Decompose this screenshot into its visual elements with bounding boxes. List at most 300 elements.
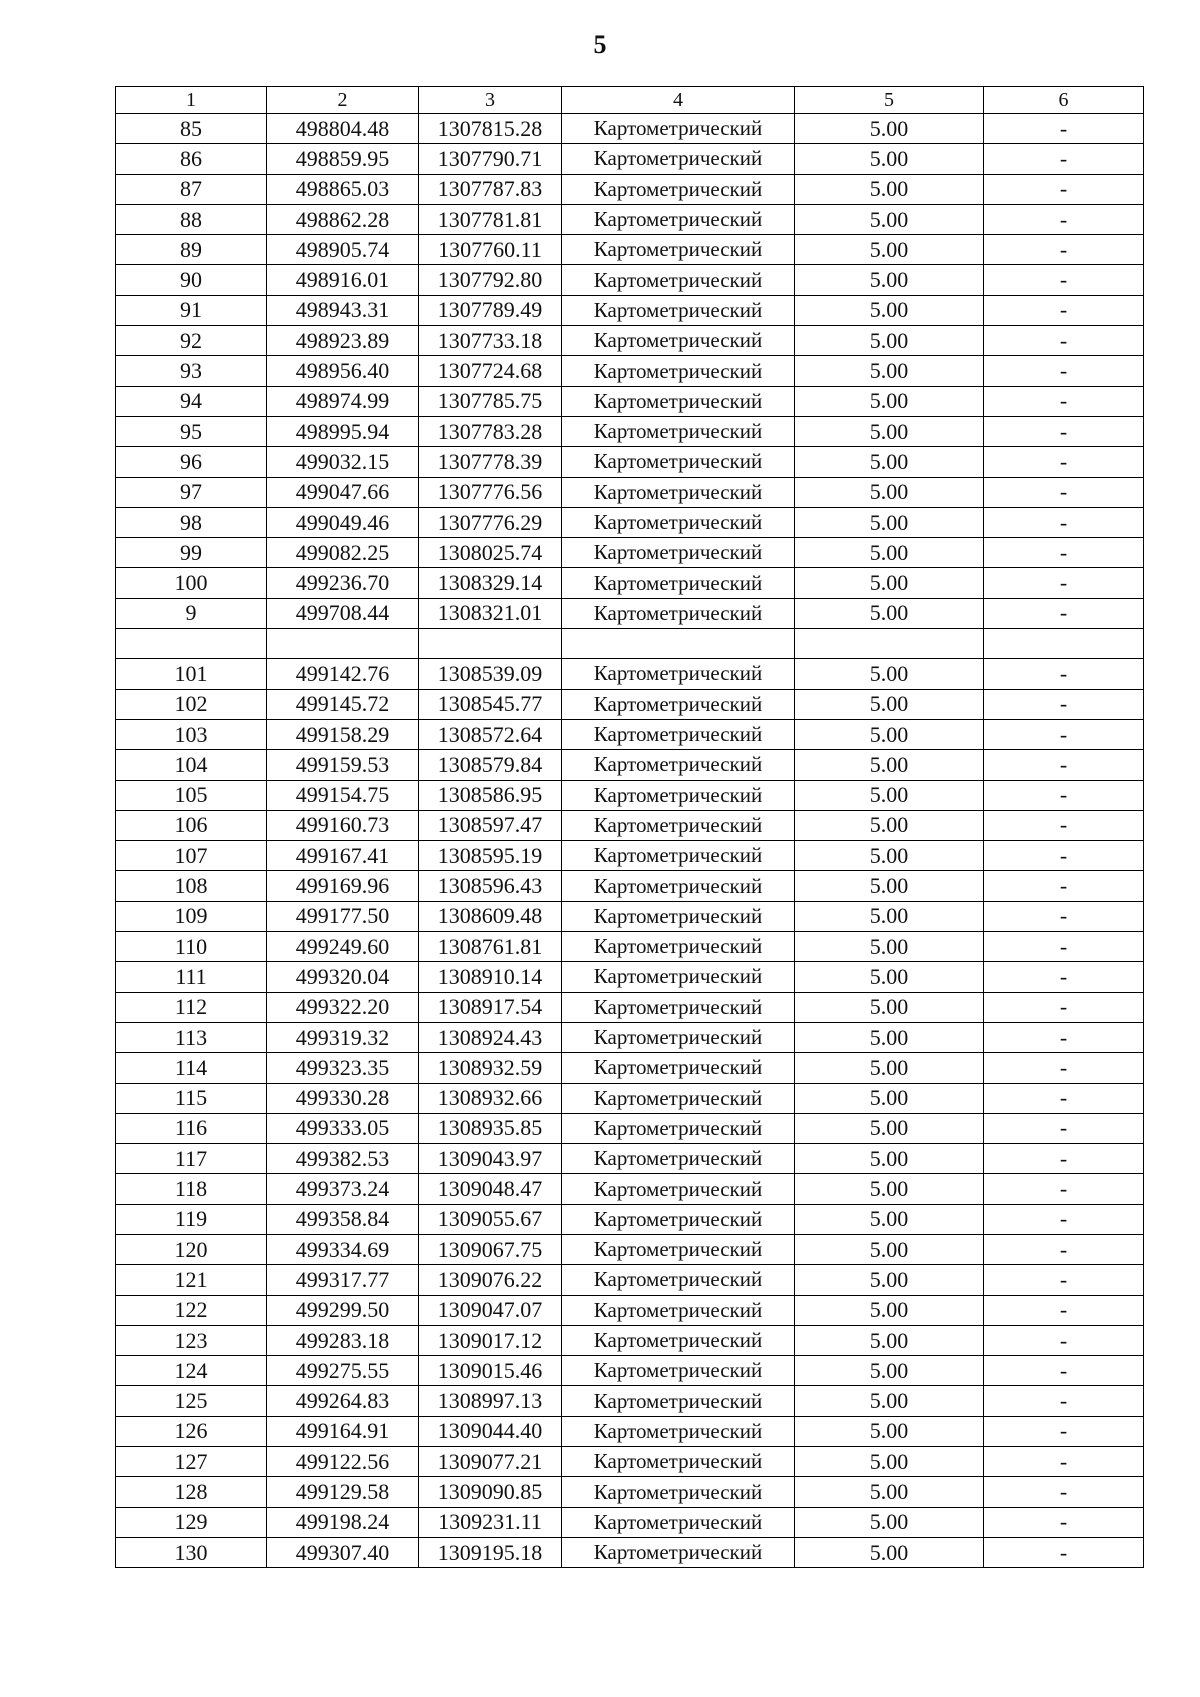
point-number-cell: 122 xyxy=(116,1295,267,1325)
y-coordinate-cell: 1307783.28 xyxy=(419,416,562,446)
y-coordinate-cell: 1309044.40 xyxy=(419,1416,562,1446)
point-number-cell: 109 xyxy=(116,901,267,931)
y-coordinate-cell: 1308997.13 xyxy=(419,1386,562,1416)
x-coordinate-cell: 499164.91 xyxy=(267,1416,419,1446)
x-coordinate-cell: 499167.41 xyxy=(267,841,419,871)
y-coordinate-cell: 1308321.01 xyxy=(419,598,562,628)
description-cell: - xyxy=(984,356,1144,386)
method-cell: Картометрический xyxy=(562,659,795,689)
table-row xyxy=(116,1265,1144,1295)
accuracy-cell: 5.00 xyxy=(795,932,984,962)
description-cell: - xyxy=(984,962,1144,992)
table-row xyxy=(116,1325,1144,1355)
description-cell: - xyxy=(984,598,1144,628)
point-number-cell: 113 xyxy=(116,1022,267,1052)
table-row xyxy=(116,1386,1144,1416)
method-cell: Картометрический xyxy=(562,750,795,780)
point-number-cell: 118 xyxy=(116,1174,267,1204)
accuracy-cell: 5.00 xyxy=(795,1416,984,1446)
method-cell: Картометрический xyxy=(562,1447,795,1477)
table-row xyxy=(116,356,1144,386)
method-cell: Картометрический xyxy=(562,689,795,719)
x-coordinate-cell: 499320.04 xyxy=(267,962,419,992)
y-coordinate-cell: 1308761.81 xyxy=(419,932,562,962)
table-row xyxy=(116,265,1144,295)
y-coordinate-cell: 1309231.11 xyxy=(419,1507,562,1537)
x-coordinate-cell: 499198.24 xyxy=(267,1507,419,1537)
method-cell: Картометрический xyxy=(562,1477,795,1507)
y-coordinate-cell: 1308545.77 xyxy=(419,689,562,719)
point-number-cell: 97 xyxy=(116,477,267,507)
x-coordinate-cell: 499275.55 xyxy=(267,1356,419,1386)
accuracy-cell: 5.00 xyxy=(795,962,984,992)
accuracy-cell: 5.00 xyxy=(795,689,984,719)
x-coordinate-cell: 498995.94 xyxy=(267,416,419,446)
method-cell: Картометрический xyxy=(562,568,795,598)
y-coordinate-cell: 1308935.85 xyxy=(419,1113,562,1143)
accuracy-cell: 5.00 xyxy=(795,1265,984,1295)
x-coordinate-cell: 499032.15 xyxy=(267,447,419,477)
accuracy-cell: 5.00 xyxy=(795,477,984,507)
description-cell: - xyxy=(984,295,1144,325)
accuracy-cell: 5.00 xyxy=(795,416,984,446)
x-coordinate-cell: 498956.40 xyxy=(267,356,419,386)
method-cell: Картометрический xyxy=(562,144,795,174)
accuracy-cell: 5.00 xyxy=(795,386,984,416)
method-cell xyxy=(562,629,795,659)
point-number-cell xyxy=(116,629,267,659)
description-cell: - xyxy=(984,871,1144,901)
x-coordinate-cell: 499358.84 xyxy=(267,1204,419,1234)
x-coordinate-cell: 499708.44 xyxy=(267,598,419,628)
y-coordinate-cell: 1308609.48 xyxy=(419,901,562,931)
x-coordinate-cell: 499142.76 xyxy=(267,659,419,689)
y-coordinate-cell: 1307776.56 xyxy=(419,477,562,507)
x-coordinate-cell: 499307.40 xyxy=(267,1537,419,1567)
point-number-cell: 123 xyxy=(116,1325,267,1355)
description-cell: - xyxy=(984,932,1144,962)
y-coordinate-cell: 1309077.21 xyxy=(419,1447,562,1477)
x-coordinate-cell: 498862.28 xyxy=(267,204,419,234)
point-number-cell: 90 xyxy=(116,265,267,295)
x-coordinate-cell: 499158.29 xyxy=(267,719,419,749)
point-number-cell: 85 xyxy=(116,114,267,144)
point-number-cell: 128 xyxy=(116,1477,267,1507)
method-cell: Картометрический xyxy=(562,1356,795,1386)
method-cell: Картометрический xyxy=(562,780,795,810)
method-cell: Картометрический xyxy=(562,1022,795,1052)
table-row xyxy=(116,750,1144,780)
column-header-4: 4 xyxy=(562,87,795,114)
description-cell: - xyxy=(984,810,1144,840)
accuracy-cell: 5.00 xyxy=(795,1113,984,1143)
method-cell: Картометрический xyxy=(562,538,795,568)
point-number-cell: 114 xyxy=(116,1053,267,1083)
table-row xyxy=(116,1477,1144,1507)
description-cell: - xyxy=(984,416,1144,446)
point-number-cell: 124 xyxy=(116,1356,267,1386)
x-coordinate-cell: 499177.50 xyxy=(267,901,419,931)
table-row xyxy=(116,568,1144,598)
table-row xyxy=(116,598,1144,628)
x-coordinate-cell: 499317.77 xyxy=(267,1265,419,1295)
table-row xyxy=(116,992,1144,1022)
accuracy-cell: 5.00 xyxy=(795,810,984,840)
description-cell: - xyxy=(984,477,1144,507)
description-cell: - xyxy=(984,1053,1144,1083)
method-cell: Картометрический xyxy=(562,1144,795,1174)
description-cell: - xyxy=(984,1083,1144,1113)
accuracy-cell: 5.00 xyxy=(795,1477,984,1507)
y-coordinate-cell: 1308595.19 xyxy=(419,841,562,871)
table-row xyxy=(116,295,1144,325)
y-coordinate-cell: 1309017.12 xyxy=(419,1325,562,1355)
point-number-cell: 102 xyxy=(116,689,267,719)
accuracy-cell: 5.00 xyxy=(795,295,984,325)
table-row xyxy=(116,780,1144,810)
y-coordinate-cell: 1308932.66 xyxy=(419,1083,562,1113)
y-coordinate-cell: 1308025.74 xyxy=(419,538,562,568)
table-row xyxy=(116,719,1144,749)
accuracy-cell: 5.00 xyxy=(795,568,984,598)
y-coordinate-cell: 1308917.54 xyxy=(419,992,562,1022)
description-cell: - xyxy=(984,1022,1144,1052)
point-number-cell: 125 xyxy=(116,1386,267,1416)
method-cell: Картометрический xyxy=(562,356,795,386)
table-row xyxy=(116,1022,1144,1052)
x-coordinate-cell: 499249.60 xyxy=(267,932,419,962)
method-cell: Картометрический xyxy=(562,1234,795,1264)
accuracy-cell: 5.00 xyxy=(795,507,984,537)
method-cell: Картометрический xyxy=(562,1174,795,1204)
method-cell: Картометрический xyxy=(562,1265,795,1295)
accuracy-cell: 5.00 xyxy=(795,144,984,174)
point-number-cell: 91 xyxy=(116,295,267,325)
description-cell: - xyxy=(984,901,1144,931)
description-cell: - xyxy=(984,1447,1144,1477)
y-coordinate-cell: 1307781.81 xyxy=(419,204,562,234)
accuracy-cell: 5.00 xyxy=(795,326,984,356)
point-number-cell: 116 xyxy=(116,1113,267,1143)
description-cell: - xyxy=(984,265,1144,295)
table-row xyxy=(116,477,1144,507)
method-cell: Картометрический xyxy=(562,507,795,537)
x-coordinate-cell: 499373.24 xyxy=(267,1174,419,1204)
point-number-cell: 86 xyxy=(116,144,267,174)
table-row xyxy=(116,174,1144,204)
x-coordinate-cell: 499299.50 xyxy=(267,1295,419,1325)
description-cell: - xyxy=(984,1477,1144,1507)
y-coordinate-cell: 1307815.28 xyxy=(419,114,562,144)
method-cell: Картометрический xyxy=(562,1295,795,1325)
description-cell: - xyxy=(984,447,1144,477)
y-coordinate-cell: 1308910.14 xyxy=(419,962,562,992)
method-cell: Картометрический xyxy=(562,204,795,234)
column-header-3: 3 xyxy=(419,87,562,114)
y-coordinate-cell: 1307787.83 xyxy=(419,174,562,204)
description-cell: - xyxy=(984,689,1144,719)
table-body xyxy=(116,114,1144,1568)
x-coordinate-cell: 499047.66 xyxy=(267,477,419,507)
accuracy-cell: 5.00 xyxy=(795,992,984,1022)
accuracy-cell: 5.00 xyxy=(795,204,984,234)
accuracy-cell: 5.00 xyxy=(795,114,984,144)
description-cell: - xyxy=(984,719,1144,749)
table-row xyxy=(116,1113,1144,1143)
table-row xyxy=(116,810,1144,840)
x-coordinate-cell: 499333.05 xyxy=(267,1113,419,1143)
point-number-cell: 121 xyxy=(116,1265,267,1295)
y-coordinate-cell: 1308572.64 xyxy=(419,719,562,749)
description-cell: - xyxy=(984,659,1144,689)
table-row xyxy=(116,447,1144,477)
accuracy-cell: 5.00 xyxy=(795,1083,984,1113)
method-cell: Картометрический xyxy=(562,416,795,446)
y-coordinate-cell: 1307776.29 xyxy=(419,507,562,537)
y-coordinate-cell: 1309195.18 xyxy=(419,1537,562,1567)
method-cell: Картометрический xyxy=(562,1537,795,1567)
accuracy-cell: 5.00 xyxy=(795,235,984,265)
description-cell: - xyxy=(984,144,1144,174)
description-cell: - xyxy=(984,1265,1144,1295)
table-row xyxy=(116,962,1144,992)
y-coordinate-cell: 1308539.09 xyxy=(419,659,562,689)
table-row xyxy=(116,1083,1144,1113)
description-cell: - xyxy=(984,1537,1144,1567)
point-number-cell: 89 xyxy=(116,235,267,265)
x-coordinate-cell: 498943.31 xyxy=(267,295,419,325)
description-cell: - xyxy=(984,1295,1144,1325)
description-cell: - xyxy=(984,1234,1144,1264)
method-cell: Картометрический xyxy=(562,841,795,871)
method-cell: Картометрический xyxy=(562,235,795,265)
point-number-cell: 98 xyxy=(116,507,267,537)
accuracy-cell: 5.00 xyxy=(795,1053,984,1083)
description-cell: - xyxy=(984,386,1144,416)
x-coordinate-cell: 498905.74 xyxy=(267,235,419,265)
accuracy-cell: 5.00 xyxy=(795,1386,984,1416)
description-cell: - xyxy=(984,174,1144,204)
y-coordinate-cell: 1307724.68 xyxy=(419,356,562,386)
method-cell: Картометрический xyxy=(562,447,795,477)
point-number-cell: 120 xyxy=(116,1234,267,1264)
accuracy-cell: 5.00 xyxy=(795,447,984,477)
x-coordinate-cell: 498804.48 xyxy=(267,114,419,144)
method-cell: Картометрический xyxy=(562,326,795,356)
y-coordinate-cell: 1309047.07 xyxy=(419,1295,562,1325)
y-coordinate-cell: 1309043.97 xyxy=(419,1144,562,1174)
accuracy-cell: 5.00 xyxy=(795,841,984,871)
description-cell: - xyxy=(984,538,1144,568)
description-cell xyxy=(984,629,1144,659)
y-coordinate-cell: 1307790.71 xyxy=(419,144,562,174)
point-number-cell: 87 xyxy=(116,174,267,204)
accuracy-cell: 5.00 xyxy=(795,1295,984,1325)
accuracy-cell: 5.00 xyxy=(795,1204,984,1234)
description-cell: - xyxy=(984,235,1144,265)
accuracy-cell xyxy=(795,629,984,659)
accuracy-cell: 5.00 xyxy=(795,1144,984,1174)
table-row xyxy=(116,1537,1144,1567)
column-header-5: 5 xyxy=(795,87,984,114)
table-row xyxy=(116,204,1144,234)
point-number-cell: 127 xyxy=(116,1447,267,1477)
method-cell: Картометрический xyxy=(562,477,795,507)
x-coordinate-cell: 498916.01 xyxy=(267,265,419,295)
y-coordinate-cell: 1308579.84 xyxy=(419,750,562,780)
y-coordinate-cell: 1309015.46 xyxy=(419,1356,562,1386)
table-row xyxy=(116,114,1144,144)
method-cell: Картометрический xyxy=(562,386,795,416)
method-cell: Картометрический xyxy=(562,1386,795,1416)
table-row xyxy=(116,1144,1144,1174)
point-number-cell: 95 xyxy=(116,416,267,446)
table-row xyxy=(116,326,1144,356)
description-cell: - xyxy=(984,568,1144,598)
point-number-cell: 100 xyxy=(116,568,267,598)
description-cell: - xyxy=(984,750,1144,780)
x-coordinate-cell: 499330.28 xyxy=(267,1083,419,1113)
y-coordinate-cell: 1307785.75 xyxy=(419,386,562,416)
point-number-cell: 88 xyxy=(116,204,267,234)
method-cell: Картометрический xyxy=(562,992,795,1022)
point-number-cell: 119 xyxy=(116,1204,267,1234)
accuracy-cell: 5.00 xyxy=(795,719,984,749)
point-number-cell: 107 xyxy=(116,841,267,871)
x-coordinate-cell: 499382.53 xyxy=(267,1144,419,1174)
table-row xyxy=(116,689,1144,719)
point-number-cell: 96 xyxy=(116,447,267,477)
accuracy-cell: 5.00 xyxy=(795,174,984,204)
accuracy-cell: 5.00 xyxy=(795,1022,984,1052)
point-number-cell: 104 xyxy=(116,750,267,780)
accuracy-cell: 5.00 xyxy=(795,780,984,810)
y-coordinate-cell: 1307760.11 xyxy=(419,235,562,265)
table-row xyxy=(116,538,1144,568)
point-number-cell: 106 xyxy=(116,810,267,840)
x-coordinate-cell: 499236.70 xyxy=(267,568,419,598)
method-cell: Картометрический xyxy=(562,1053,795,1083)
table-row xyxy=(116,1416,1144,1446)
accuracy-cell: 5.00 xyxy=(795,1325,984,1355)
point-number-cell: 112 xyxy=(116,992,267,1022)
point-number-cell: 99 xyxy=(116,538,267,568)
x-coordinate-cell: 499319.32 xyxy=(267,1022,419,1052)
x-coordinate-cell: 499283.18 xyxy=(267,1325,419,1355)
table-row xyxy=(116,932,1144,962)
accuracy-cell: 5.00 xyxy=(795,265,984,295)
point-number-cell: 111 xyxy=(116,962,267,992)
page-number: 5 xyxy=(593,30,607,59)
x-coordinate-cell: 499122.56 xyxy=(267,1447,419,1477)
accuracy-cell: 5.00 xyxy=(795,1447,984,1477)
x-coordinate-cell xyxy=(267,629,419,659)
description-cell: - xyxy=(984,204,1144,234)
table-row xyxy=(116,1507,1144,1537)
method-cell: Картометрический xyxy=(562,901,795,931)
method-cell: Картометрический xyxy=(562,114,795,144)
y-coordinate-cell: 1307789.49 xyxy=(419,295,562,325)
method-cell: Картометрический xyxy=(562,1507,795,1537)
method-cell: Картометрический xyxy=(562,1416,795,1446)
accuracy-cell: 5.00 xyxy=(795,1174,984,1204)
description-cell: - xyxy=(984,326,1144,356)
column-header-6: 6 xyxy=(984,87,1144,114)
point-number-cell: 130 xyxy=(116,1537,267,1567)
accuracy-cell: 5.00 xyxy=(795,659,984,689)
y-coordinate-cell: 1307733.18 xyxy=(419,326,562,356)
table-row xyxy=(116,1356,1144,1386)
table-row xyxy=(116,1053,1144,1083)
x-coordinate-cell: 499169.96 xyxy=(267,871,419,901)
y-coordinate-cell xyxy=(419,629,562,659)
point-number-cell: 103 xyxy=(116,719,267,749)
x-coordinate-cell: 499145.72 xyxy=(267,689,419,719)
table-row xyxy=(116,1204,1144,1234)
y-coordinate-cell: 1309055.67 xyxy=(419,1204,562,1234)
description-cell: - xyxy=(984,1356,1144,1386)
x-coordinate-cell: 499159.53 xyxy=(267,750,419,780)
accuracy-cell: 5.00 xyxy=(795,598,984,628)
method-cell: Картометрический xyxy=(562,871,795,901)
column-header-1: 1 xyxy=(116,87,267,114)
table-row xyxy=(116,507,1144,537)
method-cell: Картометрический xyxy=(562,265,795,295)
accuracy-cell: 5.00 xyxy=(795,901,984,931)
table-row xyxy=(116,901,1144,931)
description-cell: - xyxy=(984,507,1144,537)
method-cell: Картометрический xyxy=(562,719,795,749)
method-cell: Картометрический xyxy=(562,962,795,992)
x-coordinate-cell: 499322.20 xyxy=(267,992,419,1022)
description-cell: - xyxy=(984,1386,1144,1416)
accuracy-cell: 5.00 xyxy=(795,1537,984,1567)
point-number-cell: 105 xyxy=(116,780,267,810)
y-coordinate-cell: 1309048.47 xyxy=(419,1174,562,1204)
method-cell: Картометрический xyxy=(562,1083,795,1113)
method-cell: Картометрический xyxy=(562,598,795,628)
point-number-cell: 126 xyxy=(116,1416,267,1446)
method-cell: Картометрический xyxy=(562,1325,795,1355)
y-coordinate-cell: 1308596.43 xyxy=(419,871,562,901)
description-cell: - xyxy=(984,780,1144,810)
x-coordinate-cell: 499160.73 xyxy=(267,810,419,840)
y-coordinate-cell: 1309067.75 xyxy=(419,1234,562,1264)
x-coordinate-cell: 498865.03 xyxy=(267,174,419,204)
description-cell: - xyxy=(984,841,1144,871)
x-coordinate-cell: 499334.69 xyxy=(267,1234,419,1264)
table-row xyxy=(116,1447,1144,1477)
x-coordinate-cell: 498974.99 xyxy=(267,386,419,416)
coordinates-table xyxy=(115,86,1144,1568)
y-coordinate-cell: 1308597.47 xyxy=(419,810,562,840)
table-row xyxy=(116,416,1144,446)
table-row xyxy=(116,841,1144,871)
x-coordinate-cell: 498923.89 xyxy=(267,326,419,356)
accuracy-cell: 5.00 xyxy=(795,356,984,386)
table-row xyxy=(116,871,1144,901)
table-row xyxy=(116,1174,1144,1204)
point-number-cell: 129 xyxy=(116,1507,267,1537)
point-number-cell: 93 xyxy=(116,356,267,386)
y-coordinate-cell: 1308924.43 xyxy=(419,1022,562,1052)
description-cell: - xyxy=(984,1204,1144,1234)
x-coordinate-cell: 499154.75 xyxy=(267,780,419,810)
point-number-cell: 94 xyxy=(116,386,267,416)
description-cell: - xyxy=(984,114,1144,144)
x-coordinate-cell: 499049.46 xyxy=(267,507,419,537)
table-row xyxy=(116,659,1144,689)
